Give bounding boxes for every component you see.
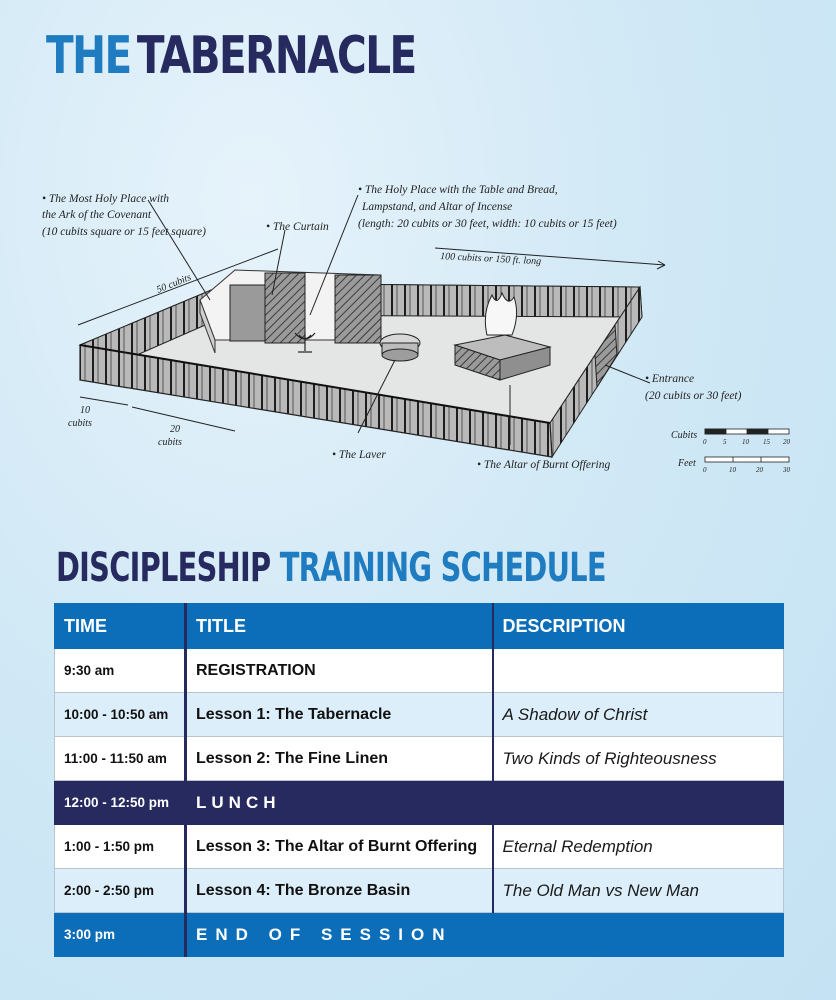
scale-cubit-tick: 5 — [723, 438, 727, 446]
row-description: Eternal Redemption — [493, 825, 784, 869]
scale-feet-tick: 30 — [783, 466, 790, 474]
table-row — [55, 869, 784, 913]
table-row — [55, 825, 784, 869]
schedule-title-part-2: TRAINING SCHEDULE — [279, 545, 606, 591]
row-time: 10:00 - 10:50 am — [55, 693, 186, 737]
row-time: 11:00 - 11:50 am — [55, 737, 186, 781]
lunch-label: LUNCH — [186, 781, 784, 825]
schedule-table — [54, 603, 784, 957]
column-header-description: DESCRIPTION — [493, 604, 784, 649]
scale-cubit-tick: 10 — [742, 438, 749, 446]
label-most-holy-1: • The Most Holy Place with — [42, 193, 169, 205]
scale-feet-tick: 0 — [703, 466, 707, 474]
row-title: Lesson 3: The Altar of Burnt Offering — [186, 825, 493, 869]
row-description: Two Kinds of Righteousness — [493, 737, 784, 781]
label-curtain: • The Curtain — [266, 221, 329, 233]
column-header-title: TITLE — [186, 604, 493, 649]
scale-feet-label: Feet — [678, 458, 696, 469]
table-header-row — [55, 604, 784, 649]
row-description — [493, 649, 784, 693]
label-ten-2: cubits — [68, 418, 92, 429]
title-part-1: THE — [46, 26, 131, 86]
label-ten-1: 10 — [80, 405, 90, 416]
label-length: 100 cubits or 150 ft. long — [439, 251, 542, 268]
row-title: Lesson 1: The Tabernacle — [186, 693, 493, 737]
label-most-holy-2: the Ark of the Covenant — [42, 209, 152, 221]
table-row — [55, 649, 784, 693]
scale-cubit-tick: 20 — [783, 438, 790, 446]
title-part-2: TABERNACLE — [136, 26, 416, 86]
label-entrance-2: (20 cubits or 30 feet) — [645, 390, 742, 402]
schedule-title-part-1: DISCIPLESHIP — [56, 545, 271, 591]
laver — [380, 334, 420, 361]
scale-feet-tick: 20 — [756, 466, 763, 474]
row-description: The Old Man vs New Man — [493, 869, 784, 913]
scale-feet-bar — [705, 457, 789, 462]
label-holy-3: (length: 20 cubits or 30 feet, width: 10 cubits or 15 feet) — [358, 218, 617, 230]
row-time: 9:30 am — [55, 649, 186, 693]
row-title: REGISTRATION — [186, 649, 493, 693]
row-title: Lesson 2: The Fine Linen — [186, 737, 493, 781]
row-time: 3:00 pm — [55, 913, 186, 957]
row-title: Lesson 4: The Bronze Basin — [186, 869, 493, 913]
label-twenty-2: cubits — [158, 437, 182, 448]
label-width: 50 cubits — [155, 271, 193, 296]
row-time: 1:00 - 1:50 pm — [55, 825, 186, 869]
label-twenty-1: 20 — [170, 424, 180, 435]
scale-cubit-tick: 0 — [703, 438, 707, 446]
table-row — [55, 693, 784, 737]
table-row-lunch — [55, 781, 784, 825]
page-title — [46, 26, 416, 86]
label-entrance-1: • Entrance — [645, 373, 695, 385]
table-row — [55, 737, 784, 781]
label-most-holy-3: (10 cubits square or 15 feet square) — [42, 226, 206, 238]
tent-curtain — [265, 273, 305, 343]
label-laver: • The Laver — [332, 449, 386, 461]
column-header-time: TIME — [55, 604, 186, 649]
table-row-end — [55, 913, 784, 957]
row-time: 2:00 - 2:50 pm — [55, 869, 186, 913]
tabernacle-diagram — [40, 175, 800, 485]
label-altar: • The Altar of Burnt Offering — [477, 459, 611, 471]
label-holy-2: Lampstand, and Altar of Incense — [362, 201, 513, 213]
schedule-title — [56, 545, 606, 591]
end-of-session-label: END OF SESSION — [186, 913, 784, 957]
scale-cubit-tick: 15 — [763, 438, 770, 446]
label-holy-1: • The Holy Place with the Table and Bread, — [358, 184, 558, 196]
row-description: A Shadow of Christ — [493, 693, 784, 737]
scale-cubits-bar — [705, 429, 789, 434]
scale-feet-tick: 10 — [729, 466, 736, 474]
scale-cubits-label: Cubits — [671, 430, 698, 441]
row-time: 12:00 - 12:50 pm — [55, 781, 186, 825]
